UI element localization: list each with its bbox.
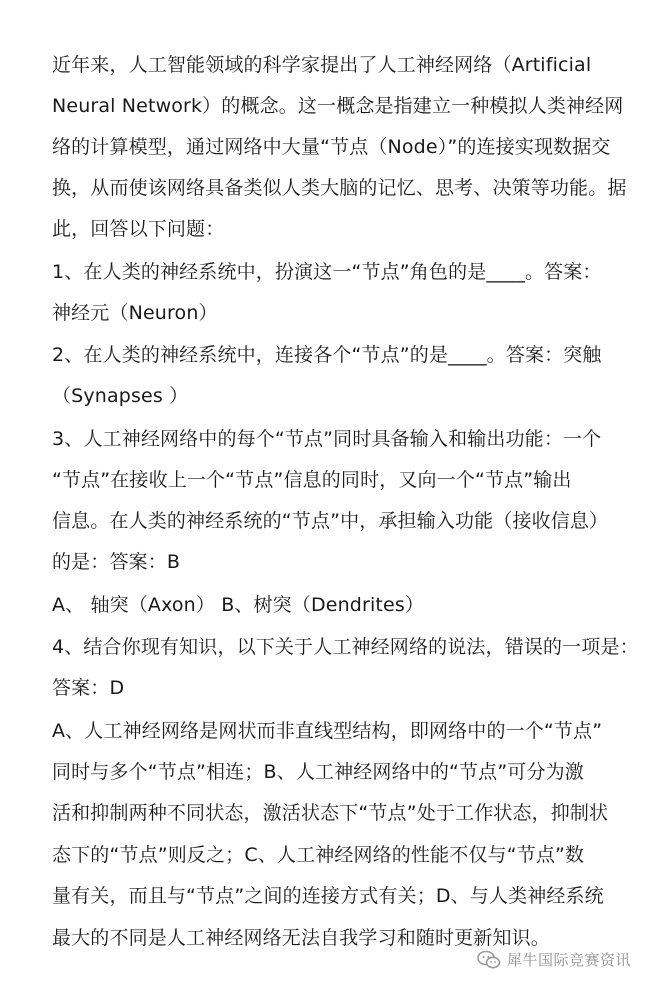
option-text: 活和抑制两种不同状态，激活状态下“节点”处于工作状态，抑制状 bbox=[52, 802, 609, 824]
answer-2: （Synapses ） bbox=[52, 385, 189, 407]
watermark-text: 犀牛国际竞赛资讯 bbox=[506, 951, 631, 969]
text-line: “节点”在接收上一个“节点”信息的同时，又向一个“节点”输出 bbox=[52, 469, 572, 491]
watermark bbox=[477, 948, 631, 972]
text-line: Neural Network）的概念。这一概念是指建立一种模拟人类神经网 bbox=[52, 95, 624, 117]
answer-4: 答案：D bbox=[52, 677, 125, 699]
text-line: 信息。在人类的神经系统的“节点”中，承担输入功能（接收信息） bbox=[52, 510, 609, 532]
wechat-icon bbox=[477, 950, 501, 970]
text-line: 络的计算模型，通过网络中大量“节点（Node）”的连接实现数据交 bbox=[52, 136, 611, 158]
option-text: A、人工神经网络是网状而非直线型结构，即网络中的一个“节点” bbox=[52, 720, 603, 742]
option-text: 态下的“节点”则反之；C、人工神经网络的性能不仅与“节点”数 bbox=[52, 844, 585, 866]
question-1: 1、在人类的神经系统中，扮演这一“节点”角色的是____。答案： bbox=[52, 261, 602, 283]
text-line: 此，回答以下问题： bbox=[52, 218, 225, 240]
question-2: 2、在人类的神经系统中，连接各个“节点”的是____。答案：突触 bbox=[52, 344, 602, 366]
answer-3: 的是：答案：B bbox=[52, 551, 181, 573]
question-4: 4、结合你现有知识，以下关于人工神经网络的说法，错误的一项是： bbox=[52, 636, 639, 658]
option-text: 同时与多个“节点”相连；B、人工神经网络中的“节点”可分为激 bbox=[52, 761, 584, 783]
option-text: 最大的不同是人工神经网络无法自我学习和随时更新知识。 bbox=[52, 927, 550, 949]
option-text: 量有关，而且与“节点”之间的连接方式有关；D、与人类神经系统 bbox=[52, 885, 604, 907]
text-line: 近年来，人工智能领域的科学家提出了人工神经网络（Artificial bbox=[52, 54, 592, 76]
answer-1: 神经元（Neuron） bbox=[52, 302, 218, 324]
options-3: A、 轴突（Axon） B、树突（Dendrites） bbox=[52, 594, 425, 616]
text-line: 换，从而使该网络具备类似人类大脑的记忆、思考、决策等功能。据 bbox=[52, 177, 627, 199]
question-3: 3、人工神经网络中的每个“节点”同时具备输入和输出功能：一个 bbox=[52, 428, 602, 450]
